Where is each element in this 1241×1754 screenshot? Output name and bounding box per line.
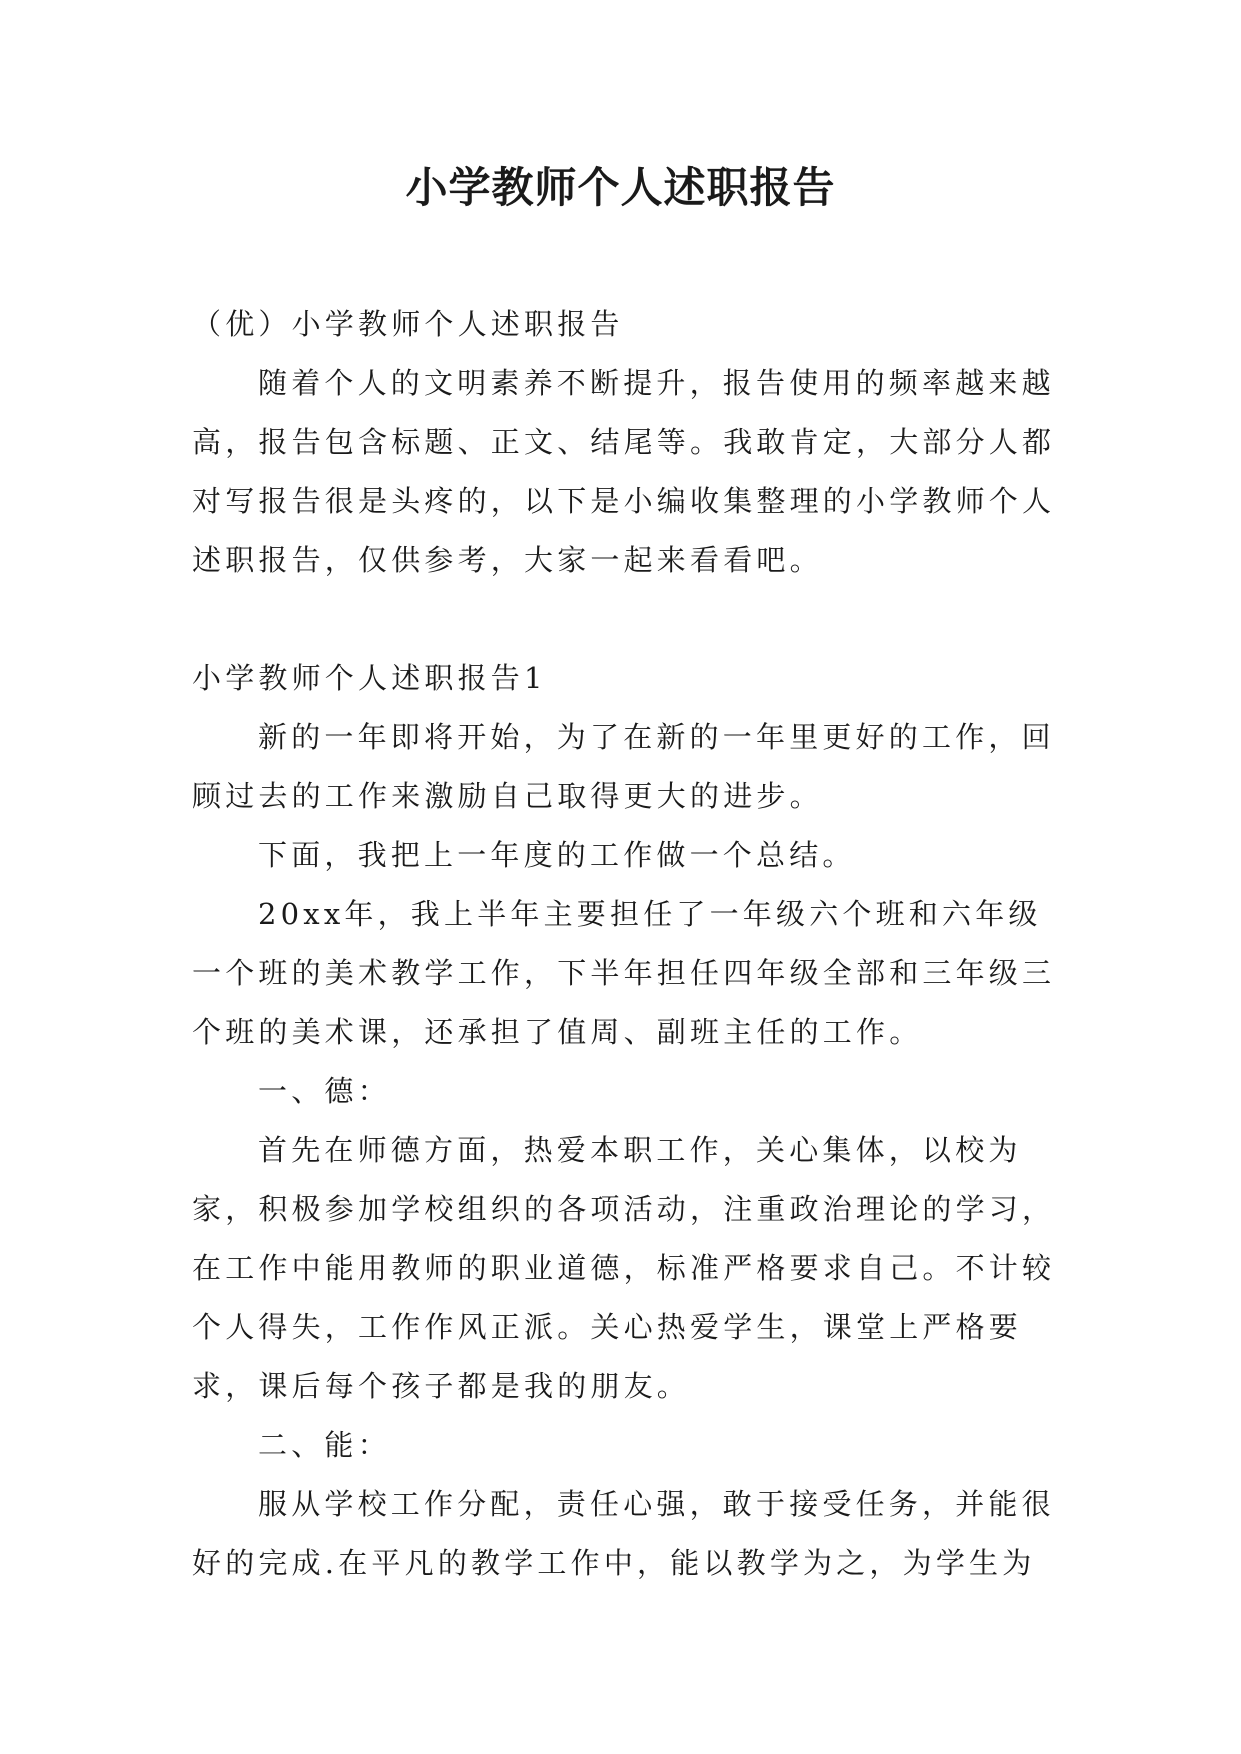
document-body (192, 295, 1060, 1593)
body-paragraph: 首先在师德方面，热爱本职工作，关心集体，以校为家，积极参加学校组织的各项活动，注重政治理论的学习，在工作中能用教师的职业道德，标准严格要求自己。不计较个人得失，工作作风正派。关心热爱学生，课堂上严格要求，课后每个孩子都是我的朋友。 (192, 1133, 1056, 1403)
document-title: 小学教师个人述职报告 (405, 163, 836, 212)
section-spacer (192, 590, 1060, 649)
subheading-de: 一、德： (258, 1074, 391, 1108)
body-paragraph: 服从学校工作分配，责任心强，敢于接受任务，并能很好的完成.在平凡的教学工作中，能以教学为之，为学生为 (192, 1487, 1055, 1580)
subheading-neng: 二、能： (258, 1428, 391, 1462)
body-paragraph: 新的一年即将开始，为了在新的一年里更好的工作，回顾过去的工作来激励自己取得更大的进步。 (192, 720, 1055, 813)
body-paragraph: 20xx年，我上半年主要担任了一年级六个班和六年级一个班的美术教学工作，下半年担任四年级全部和三年级三个班的美术课，还承担了值周、副班主任的工作。 (192, 897, 1056, 1049)
section-heading: 小学教师个人述职报告1 (192, 661, 547, 695)
intro-paragraph: 随着个人的文明素养不断提升，报告使用的频率越来越高，报告包含标题、正文、结尾等。我敢肯定，大部分人都对写报告很是头疼的，以下是小编收集整理的小学教师个人述职报告，仅供参考，大家一起来看看吧。 (192, 366, 1056, 577)
document-subtitle: （优）小学教师个人述职报告 (192, 307, 624, 341)
body-paragraph: 下面，我把上一年度的工作做一个总结。 (258, 838, 856, 872)
